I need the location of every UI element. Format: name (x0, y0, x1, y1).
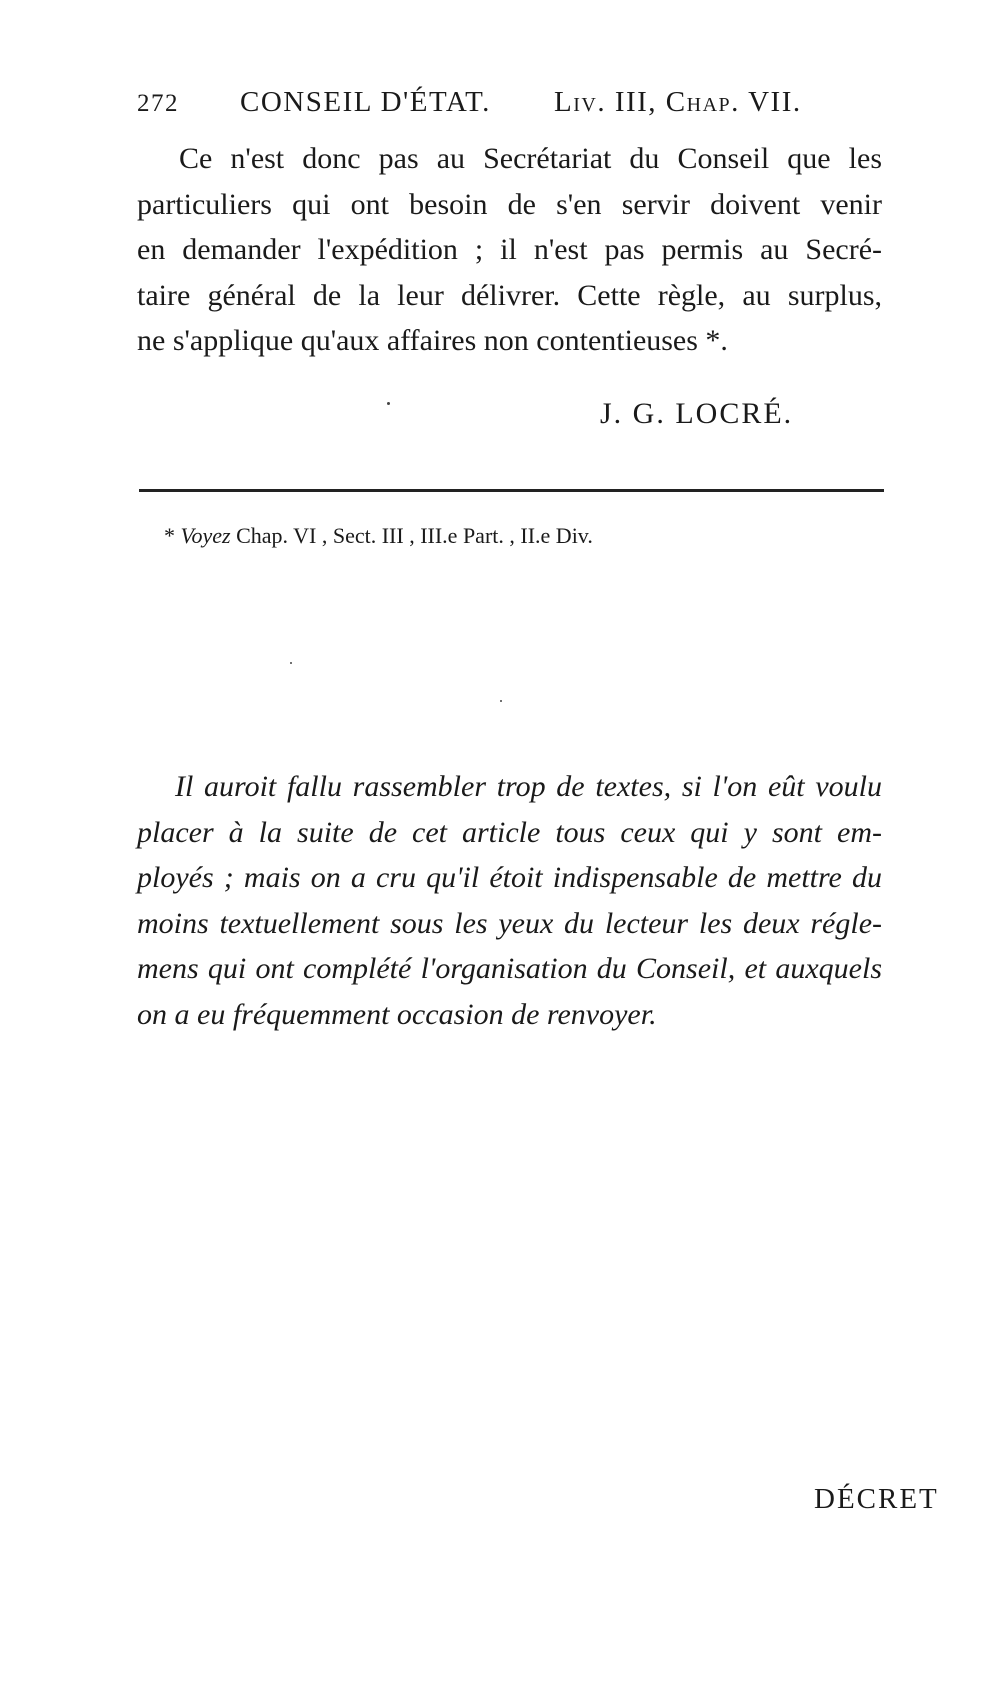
body-line: taire général de la leur délivrer. Cette règle, au surplus, (137, 278, 882, 312)
italic-note-line: moins textuellement sous les yeux du lecteur les deux régle- (137, 906, 882, 940)
italic-note-line: ployés ; mais on a cru qu'il étoit indispensable de mettre du (137, 861, 882, 894)
footnote-marker: * (164, 523, 175, 548)
italic-note-line: placer à la suite de cet article tous ceux qui y sont em- (137, 815, 882, 849)
footnote-text: Chap. VI , Sect. III , III.e Part. , II.e Div. (236, 523, 593, 548)
footnote-italic: Voyez (180, 523, 231, 548)
body-line: Ce n'est donc pas au Secrétariat du Conseil que les (179, 142, 882, 175)
running-head (137, 86, 877, 126)
running-head-title: CONSEIL D'ÉTAT. (240, 86, 491, 118)
italic-note-line: on a eu fréquemment occasion de renvoyer. (137, 997, 657, 1031)
page-number: 272 (137, 90, 179, 117)
catchword: DÉCRET (814, 1483, 939, 1515)
author-signature: J. G. LOCRÉ. (600, 397, 794, 430)
footnote-rule (139, 489, 884, 492)
footnote (164, 523, 593, 549)
print-speck (387, 402, 390, 405)
body-line: particuliers qui ont besoin de s'en servir doivent venir (137, 187, 882, 221)
body-line: ne s'applique qu'aux affaires non contentieuses *. (137, 324, 728, 357)
italic-note-line: mens qui ont complété l'organisation du Conseil, et auxquels (137, 952, 882, 985)
body-line: en demander l'expédition ; il n'est pas permis au Secré- (137, 233, 882, 266)
italic-note-line: Il auroit fallu rassembler trop de textes, si l'on eût voulu (175, 770, 882, 803)
running-head-chapter: Liv. III, Chap. VII. (554, 86, 802, 118)
print-speck (500, 700, 502, 702)
italic-note-paragraph (137, 764, 882, 1037)
body-paragraph (137, 136, 882, 364)
print-speck (290, 662, 292, 664)
